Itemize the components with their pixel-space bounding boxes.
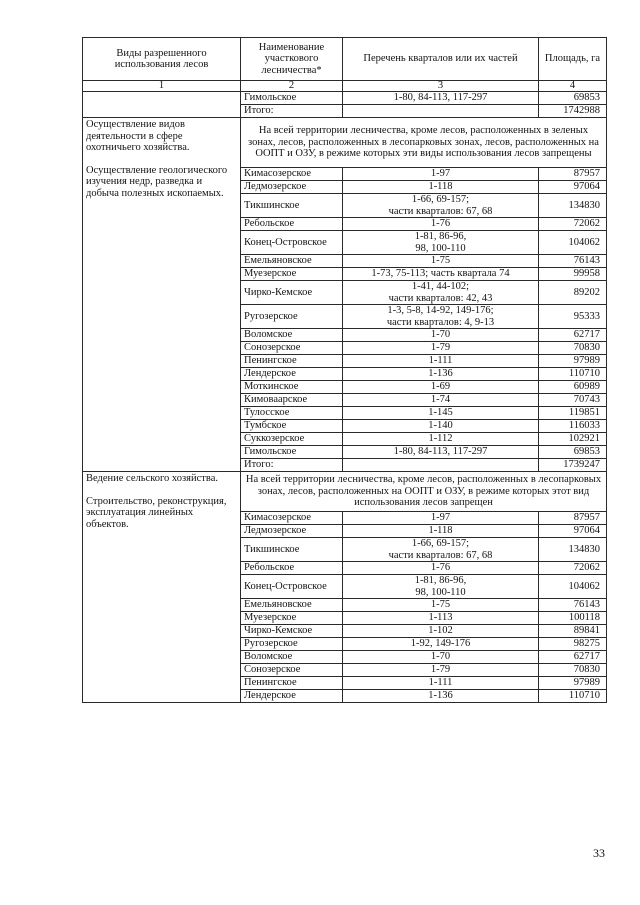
forestry-name: Тикшинское: [241, 538, 343, 562]
area-value: 102921: [539, 433, 607, 446]
area-value: 104062: [539, 231, 607, 255]
quarter-list: 1-75: [343, 599, 539, 612]
forestry-name: Гимольское: [241, 446, 343, 459]
area-value: 134830: [539, 538, 607, 562]
forestry-name: Муезерское: [241, 612, 343, 625]
quarter-list: 1-66, 69-157; части кварталов: 67, 68: [343, 538, 539, 562]
area-value: 100118: [539, 612, 607, 625]
area-value: 104062: [539, 575, 607, 599]
total-area: 1739247: [539, 459, 607, 472]
area-value: 119851: [539, 407, 607, 420]
area-value: 70830: [539, 342, 607, 355]
forestry-name: Емельяновское: [241, 599, 343, 612]
forestry-name: Ругозерское: [241, 638, 343, 651]
area-value: 70743: [539, 394, 607, 407]
forestry-name: Кимоваарское: [241, 394, 343, 407]
quarter-list: 1-70: [343, 651, 539, 664]
forestry-name: Пенингское: [241, 677, 343, 690]
forestry-name: Ледмозерское: [241, 181, 343, 194]
quarter-list: 1-69: [343, 381, 539, 394]
section-note: На всей территории лесничества, кроме лесов, расположенных в лесопарковых зонах, лесов, расположенных на ООПТ и ОЗУ, в режиме которых этот вид использования лесов запрещен: [241, 472, 607, 512]
quarter-list: 1-75: [343, 255, 539, 268]
area-value: 89202: [539, 281, 607, 305]
quarter-list: 1-97: [343, 168, 539, 181]
paragraph-gap: [86, 485, 237, 496]
quarter-list: 1-76: [343, 562, 539, 575]
area-value: 110710: [539, 368, 607, 381]
section-note: На всей территории лесничества, кроме лесов, расположенных в зеленых зонах, лесов, расположенных в лесопарковых зонах, лесов, расположенных на ООПТ и ОЗУ, в режиме которых эти виды использования лесов запрещены: [241, 118, 607, 168]
forestry-name: Гимольское: [241, 92, 343, 105]
forestry-name: Ребольское: [241, 218, 343, 231]
area-value: 110710: [539, 690, 607, 703]
quarter-list: 1-80, 84-113, 117-297: [343, 92, 539, 105]
total-label: Итого:: [241, 459, 343, 472]
area-value: 134830: [539, 194, 607, 218]
area-value: 87957: [539, 168, 607, 181]
forestry-name: Тикшинское: [241, 194, 343, 218]
quarter-list: 1-66, 69-157; части кварталов: 67, 68: [343, 194, 539, 218]
header-quarters: Перечень кварталов или их частей: [343, 38, 539, 81]
quarter-list: 1-111: [343, 355, 539, 368]
forestry-name: Воломское: [241, 329, 343, 342]
forestry-name: Сонозерское: [241, 342, 343, 355]
column-number-row: [83, 81, 607, 92]
forestry-name: Конец-Островское: [241, 575, 343, 599]
quarter-list: 1-74: [343, 394, 539, 407]
forestry-name: Воломское: [241, 651, 343, 664]
quarter-list: 1-70: [343, 329, 539, 342]
section-note-row: [83, 472, 607, 512]
quarter-list: 1-136: [343, 368, 539, 381]
forestry-name: Емельяновское: [241, 255, 343, 268]
forestry-name: Пенингское: [241, 355, 343, 368]
quarter-list: 1-111: [343, 677, 539, 690]
use-type-cell: [83, 118, 241, 472]
use-type-text: Строительство, реконструкция, эксплуатация линейных объектов.: [86, 495, 227, 530]
header-use-types: Виды разрешенного использования лесов: [83, 38, 241, 81]
area-value: 95333: [539, 305, 607, 329]
area-value: 98275: [539, 638, 607, 651]
forestry-name: Конец-Островское: [241, 231, 343, 255]
forestry-name: Тумбское: [241, 420, 343, 433]
use-type-cell: [83, 472, 241, 703]
paragraph-gap: [86, 154, 237, 165]
forestry-name: Лендерское: [241, 368, 343, 381]
page-number: 33: [593, 846, 605, 860]
area-value: 69853: [539, 92, 607, 105]
forestry-name: Ледмозерское: [241, 525, 343, 538]
table-row: [83, 92, 607, 105]
quarter-list: 1-92, 149-176: [343, 638, 539, 651]
column-number: 1: [83, 81, 241, 92]
quarter-list: 1-136: [343, 690, 539, 703]
quarter-list: 1-145: [343, 407, 539, 420]
header-area: Площадь, га: [539, 38, 607, 81]
column-number: 4: [539, 81, 607, 92]
area-value: 62717: [539, 329, 607, 342]
use-type-cell-empty: [83, 92, 241, 118]
quarter-list: 1-140: [343, 420, 539, 433]
area-value: 76143: [539, 599, 607, 612]
area-value: 97989: [539, 355, 607, 368]
area-value: 60989: [539, 381, 607, 394]
area-value: 89841: [539, 625, 607, 638]
use-type-text: Осуществление геологического изучения недр, разведка и добыча полезных ископаемых.: [86, 164, 228, 199]
column-number: 2: [241, 81, 343, 92]
area-value: 72062: [539, 562, 607, 575]
forestry-name: Тулосское: [241, 407, 343, 420]
quarter-list: 1-73, 75-113; часть квартала 74: [343, 268, 539, 281]
quarter-list: 1-102: [343, 625, 539, 638]
forestry-name: Муезерское: [241, 268, 343, 281]
forest-use-table: [82, 37, 607, 703]
total-quarters-empty: [343, 459, 539, 472]
area-value: 97989: [539, 677, 607, 690]
quarter-list: 1-118: [343, 181, 539, 194]
area-value: 87957: [539, 512, 607, 525]
forestry-name: Ругозерское: [241, 305, 343, 329]
table-header-row: [83, 38, 607, 81]
area-value: 97064: [539, 525, 607, 538]
area-value: 99958: [539, 268, 607, 281]
quarter-list: 1-76: [343, 218, 539, 231]
total-label: Итого:: [241, 105, 343, 118]
forestry-name: Сонозерское: [241, 664, 343, 677]
quarter-list: 1-81, 86-96, 98, 100-110: [343, 231, 539, 255]
use-type-text: Ведение сельского хозяйства.: [86, 473, 218, 484]
forestry-name: Лендерское: [241, 690, 343, 703]
quarter-list: 1-81, 86-96, 98, 100-110: [343, 575, 539, 599]
forestry-name: Кимасозерское: [241, 168, 343, 181]
forestry-name: Кимасозерское: [241, 512, 343, 525]
area-value: 69853: [539, 446, 607, 459]
quarter-list: 1-79: [343, 664, 539, 677]
area-value: 70830: [539, 664, 607, 677]
area-value: 72062: [539, 218, 607, 231]
quarter-list: 1-113: [343, 612, 539, 625]
quarter-list: 1-80, 84-113, 117-297: [343, 446, 539, 459]
quarter-list: 1-118: [343, 525, 539, 538]
section-note-row: [83, 118, 607, 168]
forestry-name: Чирко-Кемское: [241, 625, 343, 638]
quarter-list: 1-3, 5-8, 14-92, 149-176; части кварталов: 4, 9-13: [343, 305, 539, 329]
area-value: 76143: [539, 255, 607, 268]
quarter-list: 1-97: [343, 512, 539, 525]
use-type-text: Осуществление видов деятельности в сфере охотничьего хозяйства.: [86, 119, 190, 153]
forestry-name: Моткинское: [241, 381, 343, 394]
quarter-list: 1-112: [343, 433, 539, 446]
column-number: 3: [343, 81, 539, 92]
area-value: 97064: [539, 181, 607, 194]
quarter-list: 1-41, 44-102; части кварталов: 42, 43: [343, 281, 539, 305]
total-area: 1742988: [539, 105, 607, 118]
forestry-name: Суккозерское: [241, 433, 343, 446]
forestry-name: Ребольское: [241, 562, 343, 575]
quarter-list: 1-79: [343, 342, 539, 355]
total-quarters-empty: [343, 105, 539, 118]
area-value: 116033: [539, 420, 607, 433]
forestry-name: Чирко-Кемское: [241, 281, 343, 305]
header-forestry-name: Наименование участкового лесничества*: [241, 38, 343, 81]
area-value: 62717: [539, 651, 607, 664]
